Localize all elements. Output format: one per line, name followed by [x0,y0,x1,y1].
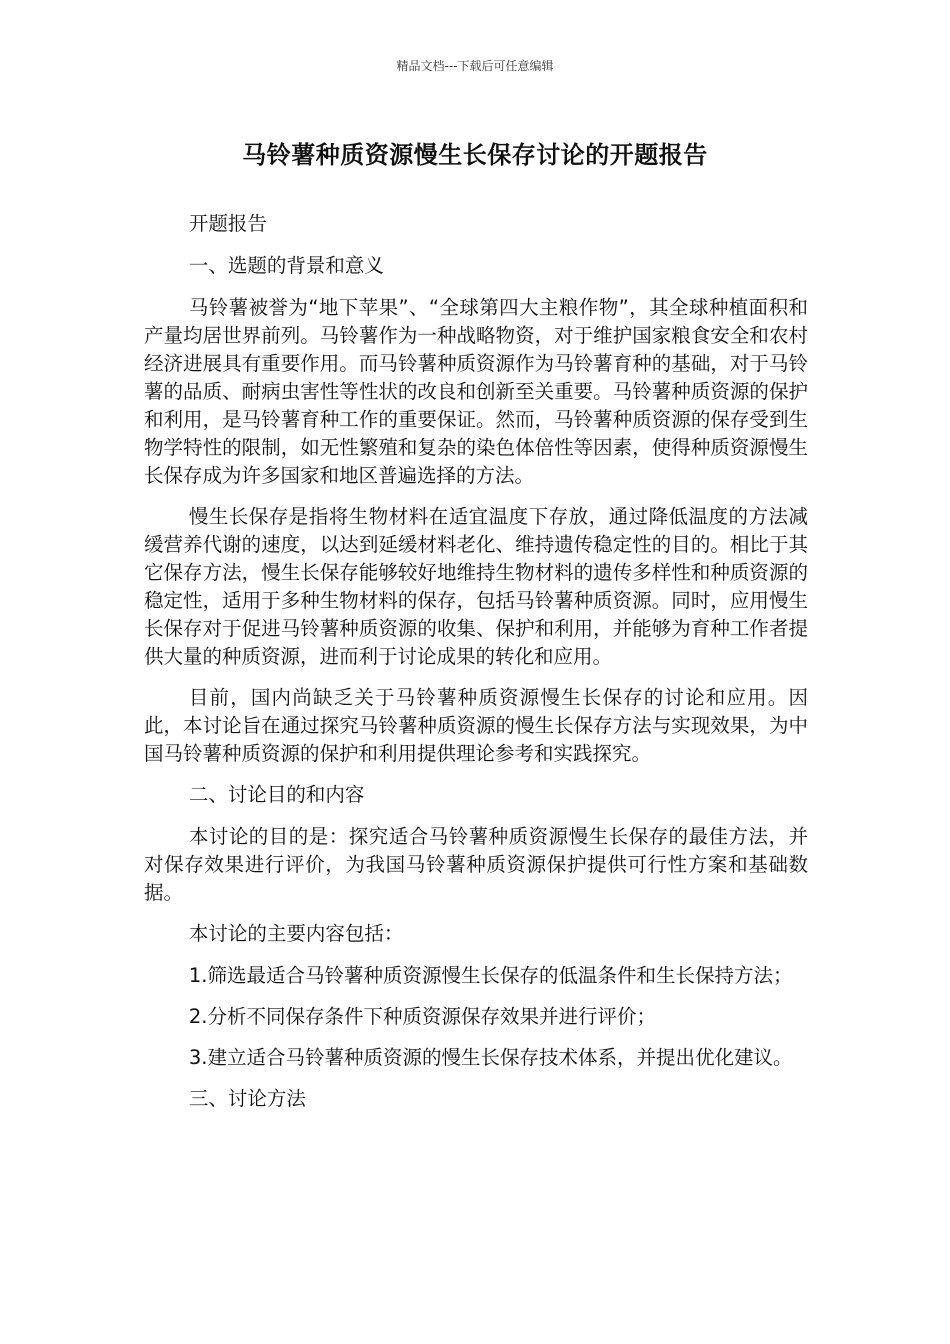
paragraph-purpose: 本讨论的目的是：探究适合马铃薯种质资源慢生长保存的最佳方法，并对保存效果进行评价，为我国马铃薯种质资源保护提供可行性方案和基础数据。 [144,825,808,904]
report-label: 开题报告 [188,212,267,235]
page-header-watermark: 精品文档---下载后可任意编辑 [396,59,554,73]
paragraph-slow-growth: 慢生长保存是指将生物材料在适宜温度下存放，通过降低温度的方法减缓营养代谢的速度，以达到延缓材料老化、维持遗传稳定性的目的。相比于其它保存方法，慢生长保存能够较好地维持生物材料的遗传多样性和种质资源的稳定性，适用于多种生物材料的保存，包括马铃薯种质资源。同时，应用慢生长保存对于促进马铃薯种质资源的收集、保护和利用，并能够为育种工作者提供大量的种质资源，进而利于讨论成果的转化和应用。 [144,505,808,668]
paragraph-current-status: 目前，国内尚缺乏关于马铃薯种质资源慢生长保存的讨论和应用。因此，本讨论旨在通过探究马铃薯种质资源的慢生长保存方法与实现效果，为中国马铃薯种质资源的保护和利用提供理论参考和实践探究。 [144,686,808,765]
section-heading-3: 三、讨论方法 [188,1087,306,1110]
section-heading-2: 二、讨论目的和内容 [188,783,365,806]
paragraph-background: 马铃薯被誉为“地下苹果”、“全球第四大主粮作物”，其全球种植面积和产量均居世界前列。马铃薯作为一种战略物资，对于维护国家粮食安全和农村经济进展具有重要作用。而马铃薯种质资源作为马铃薯育种的基础，对于马铃薯的品质、耐病虫害性等性状的改良和创新至关重要。马铃薯种质资源的保护和利用，是马铃薯育种工作的重要保证。然而，马铃薯种质资源的保存受到生物学特性的限制，如无性繁殖和复杂的染色体倍性等因素，使得种质资源慢生长保存成为许多国家和地区普遍选择的方法。 [144,296,808,487]
list-item-2: 2.分析不同保存条件下种质资源保存效果并进行评价； [188,1005,656,1028]
section-heading-1: 一、选题的背景和意义 [188,254,384,277]
list-item-3: 3.建立适合马铃薯种质资源的慢生长保存技术体系，并提出优化建议。 [188,1046,793,1069]
document-body [144,210,808,1127]
paragraph-content-intro: 本讨论的主要内容包括： [188,922,404,945]
list-item-1: 1.筛选最适合马铃薯种质资源慢生长保存的低温条件和生长保持方法； [188,964,793,987]
document-title: 马铃薯种质资源慢生长保存讨论的开题报告 [242,141,708,169]
